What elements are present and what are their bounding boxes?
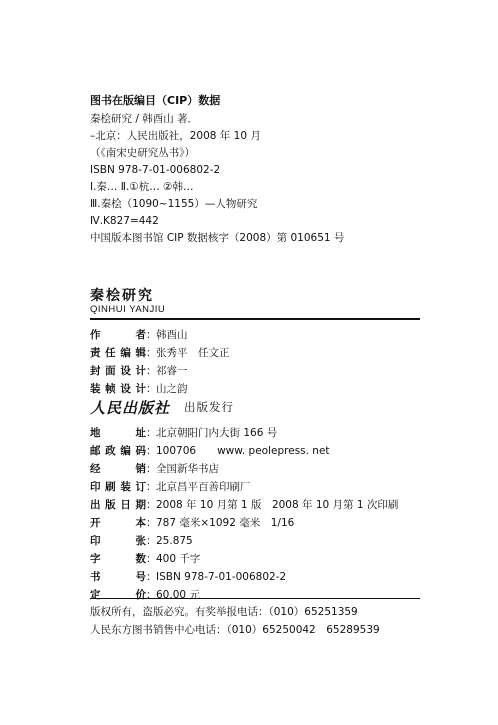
info-value: 400 千字 [156, 553, 201, 565]
credit-label: 责任编辑 [90, 347, 146, 359]
cip-line: Ⅲ.秦桧（1090~1155）—人物研究 [90, 198, 258, 210]
info-label: 开本 [90, 517, 146, 529]
credit-value: 山之韵 [156, 383, 188, 395]
publication-info [90, 425, 398, 605]
sales-phone: 人民东方图书销售中心电话：（010）65250042 65289539 [90, 624, 380, 636]
cip-block [90, 111, 344, 247]
cip-title: 图书在版编目（CIP）数据 [90, 94, 221, 107]
info-row: 印张 ： 25.875 [90, 535, 193, 547]
info-row: 出版日期 ： 2008 年 10 月第 1 版 2008 年 10 月第 1 次印刷 [90, 499, 399, 511]
info-value: 25.875 [156, 535, 193, 547]
info-value: 2008 年 10 月第 1 版 2008 年 10 月第 1 次印刷 [156, 499, 399, 511]
info-label: 印张 [90, 535, 146, 547]
cip-line: Ⅳ.K827=442 [90, 215, 159, 227]
book-title: 秦桧研究 [90, 288, 154, 304]
book-title-pinyin: QINHUI YANJIU [90, 304, 166, 315]
info-value: 787 毫米×1092 毫米 1/16 [156, 517, 295, 529]
publisher-suffix: 出版发行 [184, 400, 235, 414]
cip-line: ISBN 978-7-01-006802-2 [90, 164, 221, 176]
credit-value: 张秀平 任文正 [156, 347, 230, 359]
info-label: 经销 [90, 463, 146, 475]
info-divider [90, 598, 420, 599]
publisher-line [90, 398, 234, 416]
info-value: 100706 www. peolepress. net [156, 445, 330, 457]
credit-label: 装帧设计 [90, 383, 146, 395]
credit-row: 作者 ： 韩酉山 [90, 329, 188, 341]
info-row: 开本 ： 787 毫米×1092 毫米 1/16 [90, 517, 295, 529]
info-row: 书号 ： ISBN 978-7-01-006802-2 [90, 571, 287, 583]
cip-line: 秦桧研究 / 韩酉山 著． [90, 113, 199, 125]
copyright-notice: 版权所有，盗版必究。有奖举报电话：（010）65251359 [90, 606, 358, 618]
credit-label: 作者 [90, 329, 146, 341]
credits-block [90, 327, 230, 399]
info-label: 书号 [90, 571, 146, 583]
title-divider [90, 318, 420, 320]
credit-row: 责任编辑 ： 张秀平 任文正 [90, 347, 230, 359]
credit-value: 祁睿一 [156, 365, 188, 377]
info-row: 印刷装订 ： 北京昌平百善印刷厂 [90, 481, 251, 493]
info-value: ISBN 978-7-01-006802-2 [156, 571, 287, 583]
info-row: 定价 ： 60.00 元 [90, 589, 200, 601]
credit-row: 封面设计 ： 祁睿一 [90, 365, 188, 377]
credit-row: 装帧设计 ： 山之韵 [90, 383, 188, 395]
info-row: 字数 ： 400 千字 [90, 553, 201, 565]
info-label: 定价 [90, 589, 146, 601]
info-label: 地址 [90, 427, 146, 439]
info-value: 北京朝阳门内大街 166 号 [156, 427, 278, 439]
credit-label: 封面设计 [90, 365, 146, 377]
cip-line: –北京：人民出版社，2008 年 10 月 [90, 130, 261, 142]
cip-line: （《南宋史研究丛书》） [90, 147, 195, 159]
cip-line: 中国版本图书馆 CIP 数据核字（2008）第 010651 号 [90, 232, 345, 244]
info-value: 北京昌平百善印刷厂 [156, 481, 251, 493]
contact-block [90, 603, 380, 639]
credit-value: 韩酉山 [156, 329, 188, 341]
info-row: 地址 ： 北京朝阳门内大街 166 号 [90, 427, 278, 439]
info-value: 全国新华书店 [156, 463, 219, 475]
info-label: 字数 [90, 553, 146, 565]
info-value: 60.00 元 [156, 589, 200, 601]
info-label: 印刷装订 [90, 481, 146, 493]
info-row: 邮政编码 ： 100706 www. peolepress. net [90, 445, 330, 457]
publisher-logo: 人民出版社 [90, 398, 171, 417]
info-label: 邮政编码 [90, 445, 146, 457]
info-row: 经销 ： 全国新华书店 [90, 463, 219, 475]
info-label: 出版日期 [90, 499, 146, 511]
cip-line: Ⅰ.秦… Ⅱ.①杭… ②韩… [90, 181, 194, 193]
